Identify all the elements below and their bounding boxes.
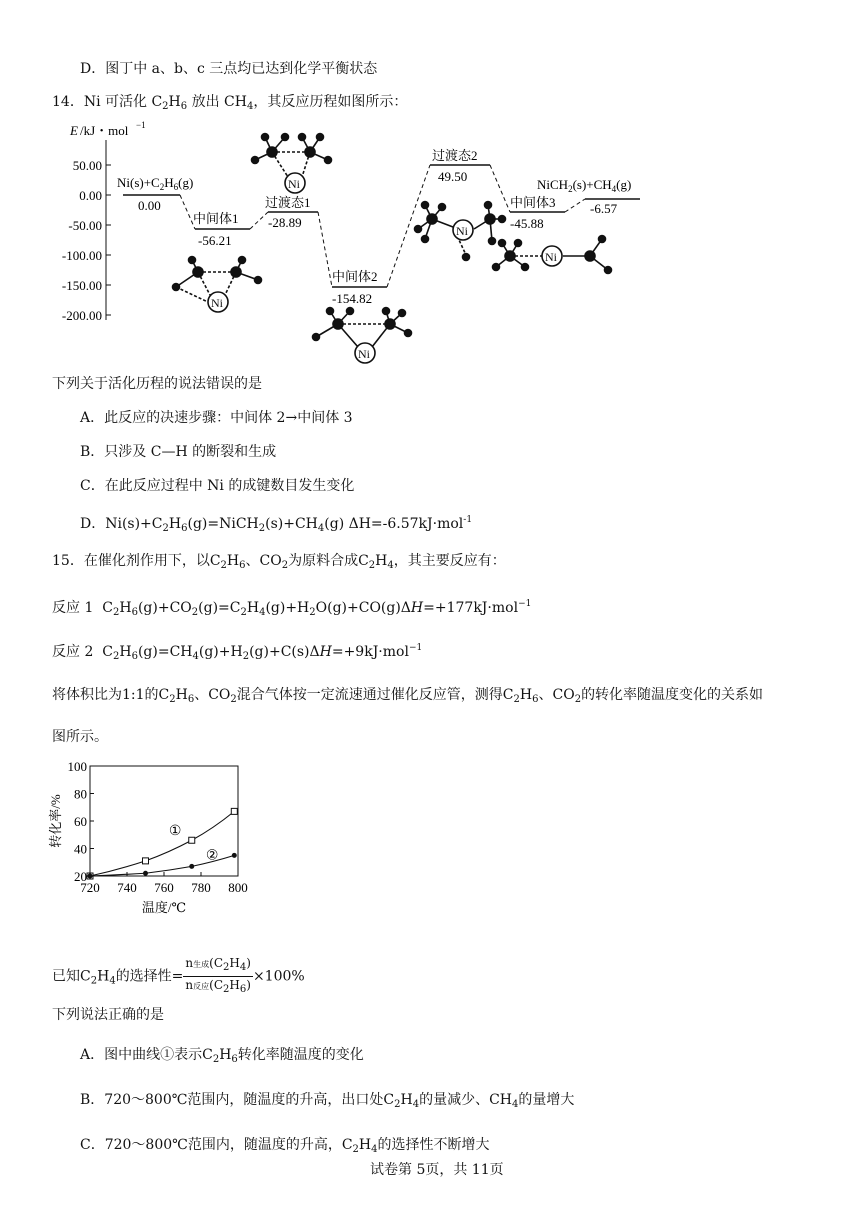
energy-ytick-label: -150.00: [61, 278, 102, 293]
svg-text:Ni: Ni: [545, 250, 557, 264]
conversion-chart: [48, 756, 258, 926]
y-tick-label: 100: [67, 759, 87, 774]
q15-option-b: B．720～800℃范围内，随温度的升高，出口处$C_2H_4$的量减少、$CH_4$的量增大: [80, 1092, 575, 1110]
x-tick-label: 720: [80, 880, 100, 895]
level-int2-value: -154.82: [332, 291, 373, 306]
level-ts1-value: -28.89: [268, 215, 302, 230]
q15-stem: 15．在催化剂作用下，以$C_2H_6$、$CO_2$为原料合成$C_2H_4$，其主要反应有：: [52, 553, 506, 571]
energy-ytick-label: -50.00: [68, 218, 102, 233]
energy-ytick-label: -200.00: [61, 308, 102, 323]
y-tick-label: 60: [74, 814, 87, 829]
series-label-2: ②: [205, 848, 219, 864]
level-end-name: $NiCH_2(s)+CH_4(g)$: [537, 177, 632, 194]
level-end-value: -6.57: [590, 201, 618, 216]
level-ts2-value: 49.50: [438, 169, 468, 184]
q13-option-d: D．图丁中 a、b、c 三点均已达到化学平衡状态: [80, 61, 378, 77]
q14-question: 下列关于活化历程的说法错误的是: [52, 376, 262, 392]
y-axis-label: 转化率/%: [48, 794, 63, 848]
q15-desc-line1: 将体积比为1:1的$C_2H_6$、$CO_2$混合气体按一定流速通过催化反应管，测得$C_2H_6$、$CO_2$的转化率随温度变化的关系如: [52, 687, 764, 705]
level-start-name: $Ni(s)+C_2H_6(g)$: [117, 175, 194, 192]
svg-text:/kJ・mol: /kJ・mol: [80, 123, 129, 138]
q15-reaction2: 反应 2 $C_2H_6(g)=CH_4(g)+H_2(g)+C(s)\Delta H=+9kJ\cdot mol^{-1}$: [52, 643, 423, 662]
series2-point: [232, 853, 237, 858]
q14-option-a: A．此反应的决速步骤：中间体 2→中间体 3: [80, 410, 353, 426]
series2-point: [143, 871, 148, 876]
molecule-int2: [313, 308, 412, 364]
molecule-int3: [493, 236, 612, 274]
series2-point: [88, 874, 93, 879]
energy-ytick-label: 0.00: [79, 188, 102, 203]
level-int1-name: 中间体1: [193, 211, 239, 226]
page-footer: 试卷第 5页，共 11页: [370, 1162, 504, 1178]
energy-ytick-label: 50.00: [72, 158, 102, 173]
level-int1-value: -56.21: [198, 233, 232, 248]
q15-desc-line2: 图所示。: [52, 729, 108, 745]
q14-option-c: C．在此反应过程中 Ni 的成键数目发生变化: [80, 478, 355, 494]
svg-text:−1: −1: [136, 120, 146, 130]
level-ts1-name: 过渡态1: [265, 195, 311, 210]
level-start-value: 0.00: [138, 198, 161, 213]
selectivity-fraction: $\frac{n生成(C_2H_4)}{n反应(C_2H_6)}$: [185, 956, 251, 995]
svg-text:Ni: Ni: [288, 177, 300, 191]
series-line-1: [90, 811, 234, 876]
series1-point: [231, 808, 237, 814]
x-tick-label: 800: [228, 880, 248, 895]
svg-text:Ni: Ni: [211, 296, 223, 310]
x-tick-label: 780: [191, 880, 211, 895]
energy-diagram: [40, 115, 680, 370]
q15-option-c: C．720～800℃范围内，随温度的升高，$C_2H_4$的选择性不断增大: [80, 1137, 490, 1155]
x-tick-label: 760: [154, 880, 174, 895]
x-axis-label: 温度/℃: [141, 900, 187, 915]
energy-ytick-label: -100.00: [61, 248, 102, 263]
molecule-ts2: [415, 202, 506, 261]
svg-text:Ni: Ni: [456, 224, 468, 238]
level-int3-name: 中间体3: [510, 195, 556, 210]
y-tick-label: 80: [74, 786, 87, 802]
q15-reaction1: 反应 1 $C_2H_6(g)+CO_2(g)=C_2H_4(g)+H_2O(g)+CO(g)\Delta H=+177kJ\cdot mol^{-1}$: [52, 599, 532, 618]
q15-selectivity: 已知$C_2H_4$的选择性= $\frac{n生成(C_2H_4)}{n反应(C_2H_6)}$ ×100%: [52, 955, 305, 998]
q15-option-a: A．图中曲线①表示$C_2H_6$转化率随温度的变化: [80, 1047, 364, 1065]
x-tick-label: 740: [117, 880, 137, 895]
series1-point: [143, 858, 149, 864]
q14-stem: 14．Ni 可活化 $C_2H_6$ 放出 $CH_4$，其反应历程如图所示：: [52, 94, 408, 112]
level-ts2-name: 过渡态2: [432, 148, 478, 163]
q14-option-b: B．只涉及 C—H 的断裂和生成: [80, 444, 277, 460]
series2-point: [189, 864, 194, 869]
series1-point: [189, 837, 195, 843]
q14-option-d: D．$Ni(s)+C_2H_6(g)=NiCH_2(s)+CH_4(g)$ ΔH=-6.57kJ·mol$^{-1}$: [80, 515, 473, 534]
molecule-int1: [173, 257, 262, 313]
y-tick-label: 40: [74, 841, 87, 857]
level-int3-value: -45.88: [510, 216, 544, 231]
q15-question: 下列说法正确的是: [52, 1007, 164, 1023]
series-label-1: ①: [168, 823, 182, 839]
energy-axis-label: E: [70, 123, 78, 138]
molecule-ts1: [252, 134, 332, 194]
level-int2-name: 中间体2: [332, 269, 378, 284]
y-tick-label: 20: [74, 869, 87, 884]
svg-text:Ni: Ni: [358, 347, 370, 361]
